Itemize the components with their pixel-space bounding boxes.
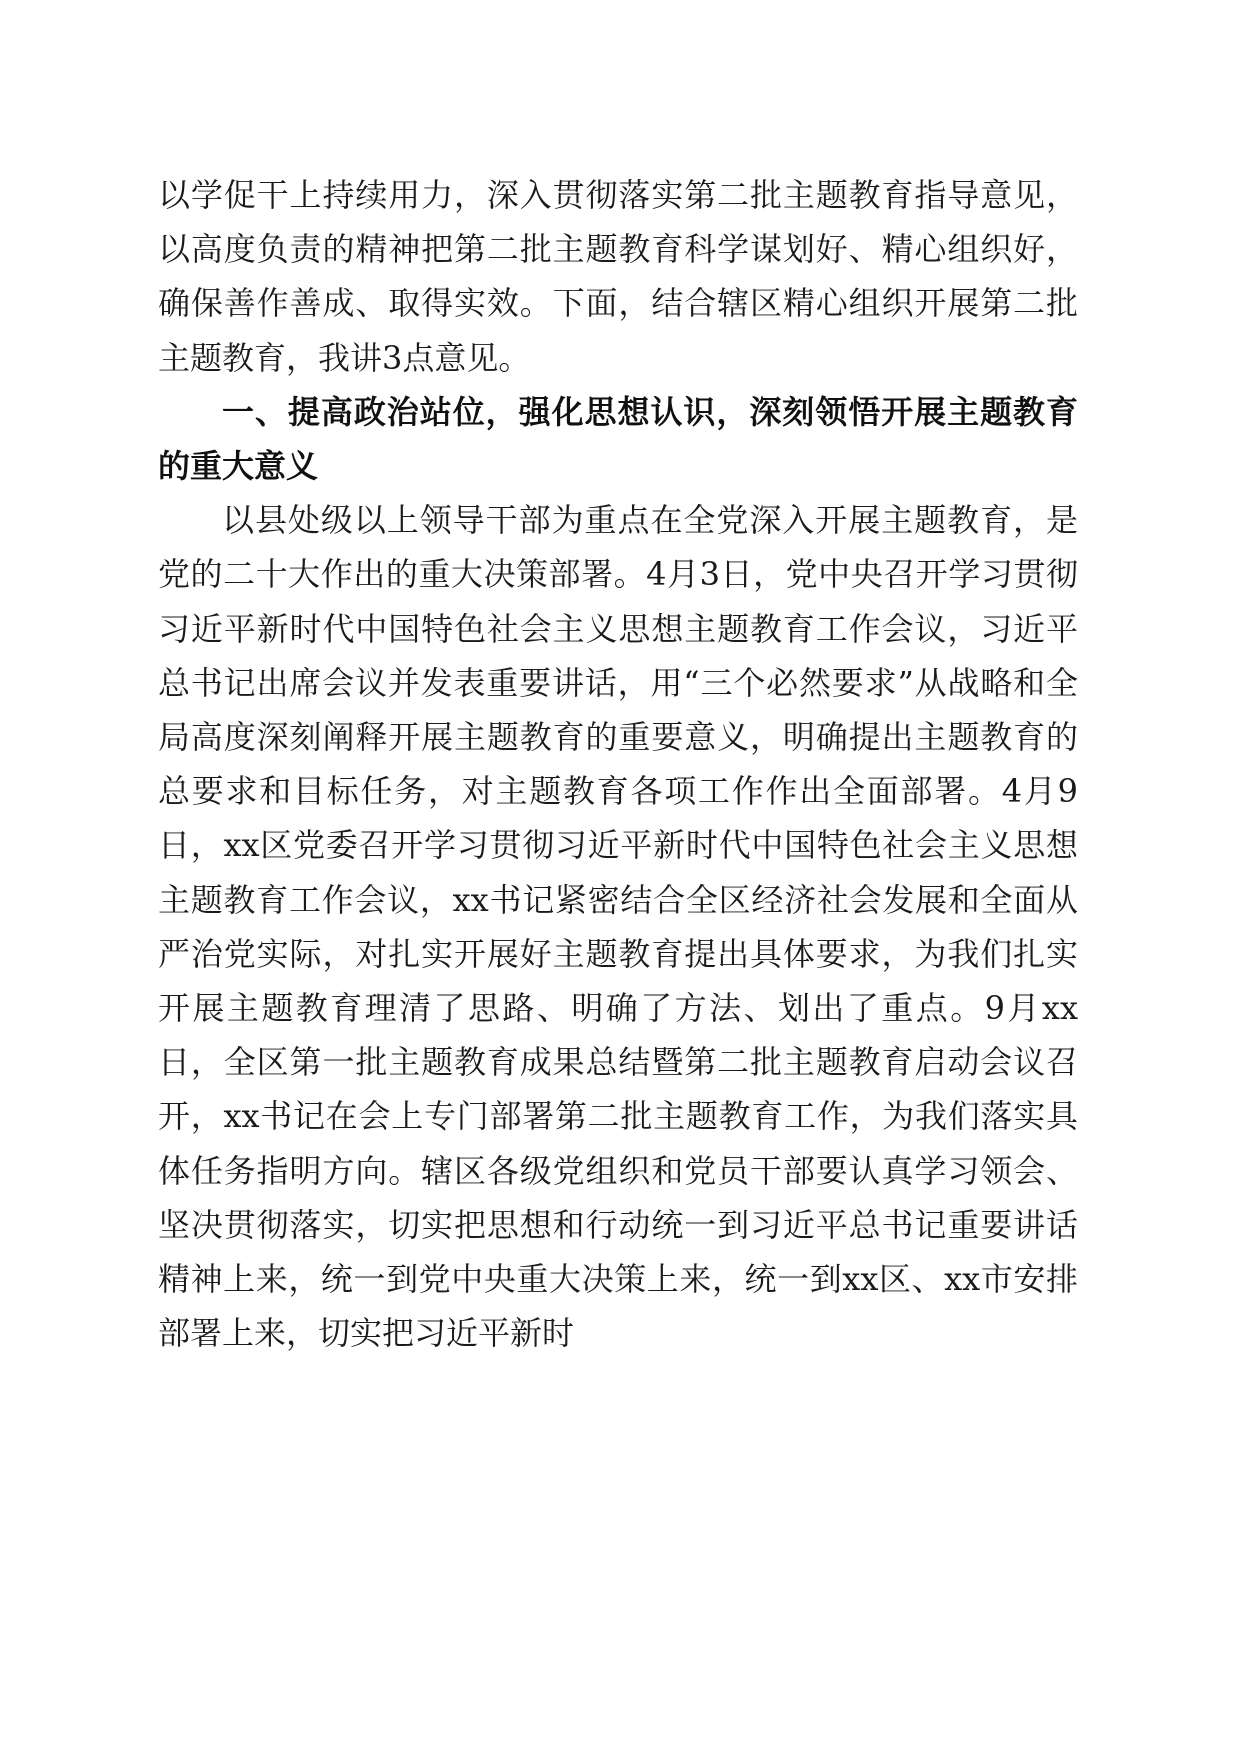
paragraph-body-1: 以县处级以上领导干部为重点在全党深入开展主题教育，是党的二十大作出的重大决策部署。4月3日，党中央召开学习贯彻习近平新时代中国特色社会主义思想主题教育工作会议，习近平总书记出席会议并发表重要讲话，用“三个必然要求”从战略和全局高度深刻阐释开展主题教育的重要意义，明确提出主题教育的总要求和目标任务，对主题教育各项工作作出全面部署。4月9日，xx区党委召开学习贯彻习近平新时代中国特色社会主义思想主题教育工作会议，xx书记紧密结合全区经济社会发展和全面从严治党实际，对扎实开展好主题教育提出具体要求，为我们扎实开展主题教育理清了思路、明确了方法、划出了重点。9月xx日，全区第一批主题教育成果总结暨第二批主题教育启动会议召开，xx书记在会上专门部署第二批主题教育工作，为我们落实具体任务指明方向。辖区各级党组织和党员干部要认真学习领会、坚决贯彻落实，切实把思想和行动统一到习近平总书记重要讲话精神上来，统一到党中央重大决策上来，统一到xx区、xx市安排部署上来，切实把习近平新时: [158, 501, 1078, 1353]
section-heading-1: 一、提高政治站位，强化思想认识，深刻领悟开展主题教育的重大意义: [158, 392, 1078, 486]
paragraph-continuation: 以学促干上持续用力，深入贯彻落实第二批主题教育指导意见，以高度负责的精神把第二批主题教育科学谋划好、精心组织好，确保善作善成、取得实效。下面，结合辖区精心组织开展第二批主题教育，我讲3点意见。: [158, 176, 1078, 377]
document-body: [158, 168, 1078, 1360]
